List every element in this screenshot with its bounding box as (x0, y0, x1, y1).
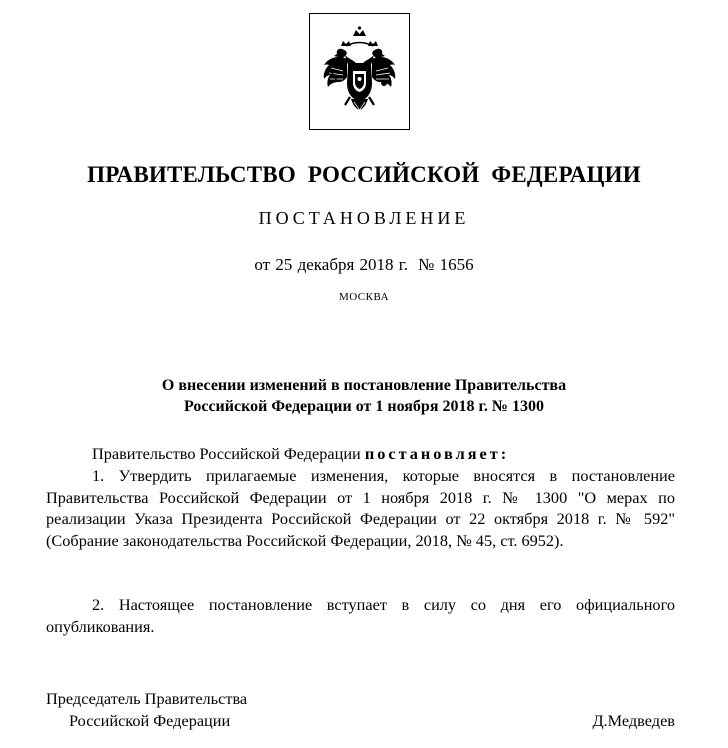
document-subject (0, 375, 728, 417)
double-headed-eagle-icon (309, 13, 410, 130)
intro-verb: постановляет: (364, 444, 510, 463)
signatory-position (46, 688, 247, 732)
subject-line-2: Российской Федерации от 1 ноября 2018 г. № 1300 (183, 398, 545, 415)
government-title: ПРАВИТЕЛЬСТВО РОССИЙСКОЙ ФЕДЕРАЦИИ (87, 162, 641, 187)
intro-subject: Правительство Российской Федерации (92, 444, 361, 463)
document-number: № 1656 (418, 255, 474, 274)
paragraph-1: 1. Утвердить прилагаемые изменения, которые вносятся в постановление Правительства Российской Федерации от 1 ноября 2018 г. № 1300 "О мерах по реализации Указа Президента Российской Федерации от 22 октября 2018 г. № 592" (Собрание законодательства Российской Федерации, 2018, № 45, ст. 6952). (46, 466, 675, 550)
signatory-name: Д.Медведев (592, 711, 675, 730)
document-city: МОСКВА (338, 291, 390, 303)
document-date-line (0, 255, 728, 275)
document-date: от 25 декабря 2018 г. (254, 255, 409, 274)
document-type: ПОСТАНОВЛЕНИЕ (258, 208, 470, 228)
intro-paragraph (46, 443, 675, 465)
subject-line-1: О внесении изменений в постановление Правительства (161, 377, 567, 394)
paragraph-2: 2. Настоящее постановление вступает в силу со дня его официального опубликования. (46, 595, 675, 636)
emblem (309, 13, 410, 130)
signatory-position-line-2: Российской Федерации (69, 711, 231, 730)
signatory-position-line-1: Председатель Правительства (46, 689, 248, 708)
